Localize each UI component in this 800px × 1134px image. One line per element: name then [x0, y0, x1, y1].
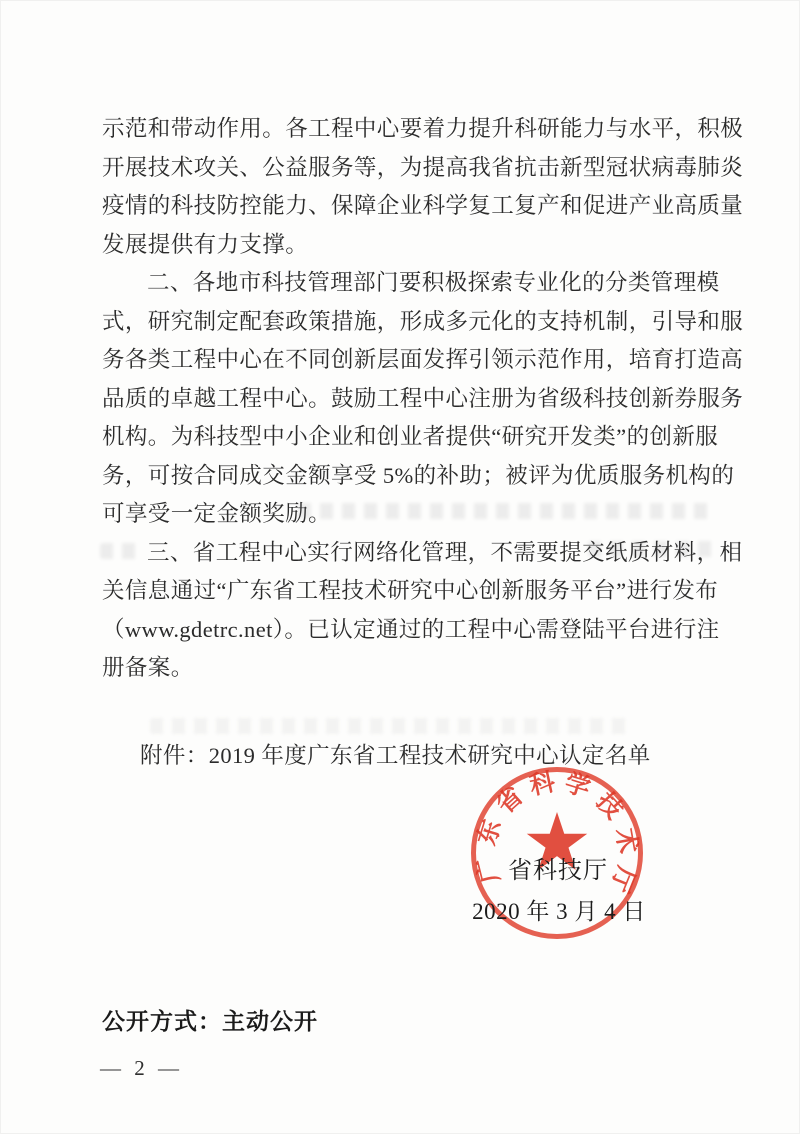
body-line: 发展提供有力支撑。 [102, 231, 309, 257]
body-line: 机构。为科技型中小企业和创业者提供“研究开发类”的创新服 [102, 424, 719, 449]
seal-arc-char: 科 [527, 767, 558, 801]
seal-arc-char: 学 [561, 768, 594, 803]
page-number: — 2 — [100, 1056, 183, 1080]
bleedthrough-artifact [588, 541, 716, 557]
issue-date: 2020 年 3 月 4 日 [472, 899, 646, 924]
seal-arc-char: 术 [610, 826, 643, 856]
signer-name: 省科技厅 [508, 858, 608, 884]
body-line: 册备案。 [102, 655, 194, 680]
body-line: 示范和带动作用。各工程中心要着力提升科研能力与水平，积极 [102, 116, 744, 141]
seal-arc-char: 省 [491, 781, 529, 820]
body-line: 务，可按合同成交金额享受 5%的补助；被评为优质服务机构的 [102, 462, 735, 488]
disclosure-label: 公开方式： [102, 1008, 222, 1034]
body-line: 三、省工程中心实行网络化管理，不需要提交纸质材料，相 [147, 539, 743, 565]
body-line: 可享受一定金额奖励。 [102, 501, 332, 526]
seal-arc-char: 厅 [604, 862, 641, 897]
bleedthrough-artifact [100, 543, 140, 559]
disclosure-value: 主动公开 [222, 1008, 318, 1034]
body-line: 开展技术攻关、公益服务等，为提高我省抗击新型冠状病毒肺炎 [102, 154, 744, 180]
disclosure-method [102, 1003, 318, 1036]
body-line: 疫情的科技防控能力、保障企业科学复工复产和促进产业高质量 [102, 193, 744, 218]
body-line: 品质的卓越工程中心。鼓励工程中心注册为省级科技创新券服务 [102, 385, 744, 411]
attachment-line: 附件：2019 年度广东省工程技术研究中心认定名单 [140, 743, 651, 768]
body-line: 务各类工程中心在不同创新层面发挥引领示范作用，培育打造高 [102, 347, 744, 372]
body-line: 关信息通过“广东省工程技术研究中心创新服务平台”进行发布 [102, 578, 719, 603]
body-line: 式，研究制定配套政策措施，形成多元化的支持机制，引导和服 [102, 308, 744, 334]
bleedthrough-artifact [150, 718, 630, 734]
body-line: 二、各地市科技管理部门要积极探索专业化的分类管理模 [147, 270, 720, 295]
seal-arc-char: 技 [590, 787, 629, 825]
seal-arc-char: 广 [471, 854, 506, 886]
seal-arc-char: 东 [472, 816, 507, 849]
body-line: （www.gdetrc.net）。已认定通过的工程中心需登陆平台进行注 [102, 616, 720, 642]
bleedthrough-artifact [298, 503, 716, 519]
body-text [102, 110, 744, 688]
